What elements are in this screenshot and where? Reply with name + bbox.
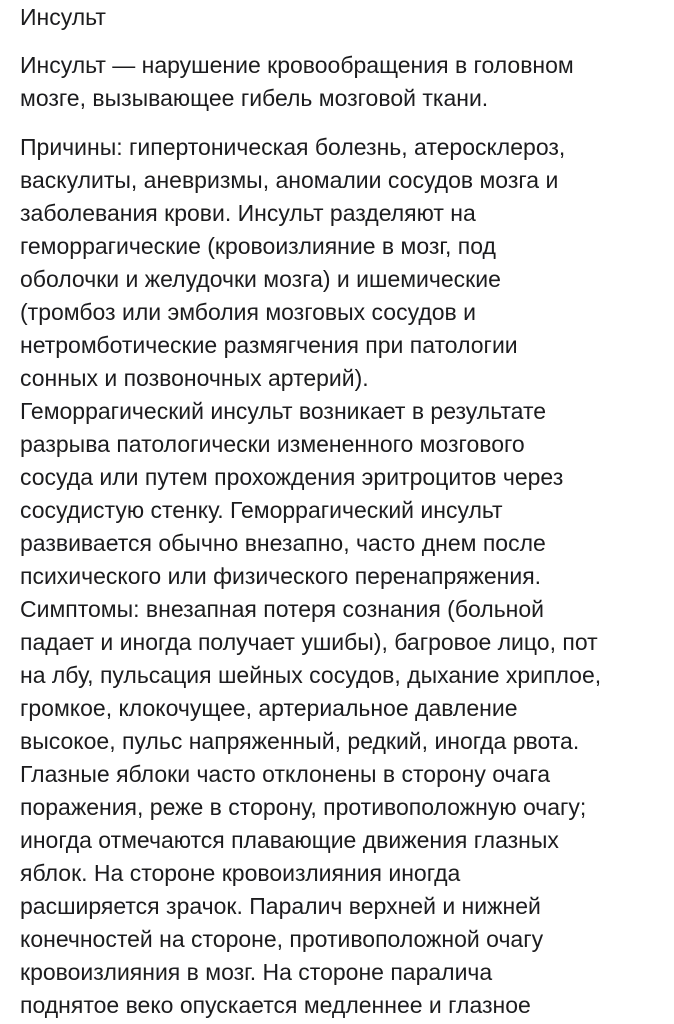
note-title: Инсульт (20, 4, 106, 30)
body-line: психического или физического перенапряжения. (20, 563, 542, 589)
body-line: заболевания крови. Инсульт разделяют на (20, 200, 476, 226)
body-line: Геморрагический инсульт возникает в результате (20, 398, 547, 424)
body-line: высокое, пульс напряженный, редкий, иногда рвота. (20, 728, 580, 754)
body-line: кровоизлияния в мозг. На стороне паралича (20, 959, 493, 985)
body-line: падает и иногда получает ушибы), багровое лицо, пот (20, 629, 598, 655)
body-line: Симптомы: внезапная потеря сознания (больной (20, 596, 545, 622)
body-line: иногда отмечаются плавающие движения глазных (20, 827, 559, 853)
note-content (20, 0, 660, 1022)
body-paragraph (20, 131, 660, 1022)
body-line: поражения, реже в сторону, противоположную очагу; (20, 794, 587, 820)
body-line: конечностей на стороне, противоположной очагу (20, 926, 544, 952)
intro-line: мозге, вызывающее гибель мозговой ткани. (20, 85, 489, 111)
body-line: расширяется зрачок. Паралич верхней и нижней (20, 893, 541, 919)
body-line: (тромбоз или эмболия мозговых сосудов и (20, 299, 477, 325)
body-line: сосуда или путем прохождения эритроцитов через (20, 464, 564, 490)
body-line: громкое, клокочущее, артериальное давление (20, 695, 518, 721)
body-line: яблок. На стороне кровоизлияния иногда (20, 860, 461, 886)
body-line: поднятое веко опускается медленнее и глазное (20, 992, 531, 1018)
body-line: сосудистую стенку. Геморрагический инсульт (20, 497, 503, 523)
body-line: оболочки и желудочки мозга) и ишемические (20, 266, 501, 292)
intro-paragraph (20, 49, 660, 115)
body-line: развивается обычно внезапно, часто днем после (20, 530, 546, 556)
body-line: геморрагические (кровоизлияние в мозг, под (20, 233, 496, 259)
intro-line: Инсульт — нарушение кровообращения в головном (20, 52, 574, 78)
body-line: на лбу, пульсация шейных сосудов, дыхание хриплое, (20, 662, 602, 688)
body-line: васкулиты, аневризмы, аномалии сосудов мозга и (20, 167, 559, 193)
body-line: Причины: гипертоническая болезнь, атеросклероз, (20, 134, 566, 160)
body-line: разрыва патологически измененного мозгового (20, 431, 525, 457)
body-line: нетромботические размягчения при патологии (20, 332, 518, 358)
body-line: сонных и позвоночных артерий). (20, 365, 369, 391)
body-line: Глазные яблоки часто отклонены в сторону очага (20, 761, 550, 787)
